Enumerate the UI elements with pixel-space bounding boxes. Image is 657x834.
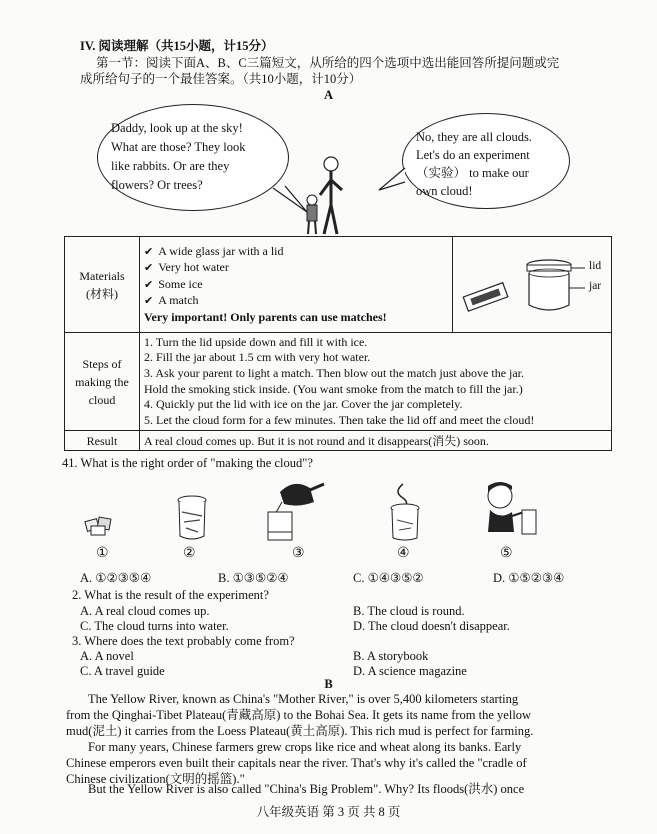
- picture-number: ①: [96, 546, 109, 561]
- smoking-match-picture: [385, 480, 425, 542]
- q41-option-a[interactable]: A. ①②③⑤④: [80, 571, 152, 585]
- step-line: 1. Turn the lid upside down and fill it with ice.: [143, 334, 368, 349]
- q42-option-c[interactable]: C. The cloud turns into water.: [80, 619, 229, 633]
- bubble-left-line: like rabbits. Or are they: [111, 159, 230, 173]
- bubble-right-text: [416, 128, 532, 200]
- materials-header-en: Materials: [79, 268, 125, 283]
- material-item: [144, 260, 448, 277]
- materials-diagram-cell: [453, 237, 612, 333]
- bubble-right-line: No, they are all clouds.: [416, 130, 532, 144]
- q43-option-b[interactable]: B. A storybook: [353, 649, 429, 663]
- steps-row: [65, 333, 612, 431]
- jar-label: jar: [589, 280, 602, 292]
- page-footer: 八年级英语 第 3 页 共 8 页: [256, 805, 401, 819]
- picture-number: ④: [397, 546, 410, 561]
- steps-cell: [139, 333, 611, 431]
- passage-b-label: B: [324, 677, 333, 691]
- steps-header-line: making the: [75, 374, 129, 389]
- material-text: A wide glass jar with a lid: [158, 243, 284, 258]
- pouring-water-picture: [262, 478, 332, 544]
- instruction-line-2: 成所给句子的一个最佳答案。（共10小题，计10分）: [80, 72, 362, 86]
- material-item: [144, 293, 448, 310]
- q42-option-b[interactable]: B. The cloud is round.: [353, 604, 465, 618]
- bubble-left-text: [111, 119, 245, 195]
- paragraph-line: Chinese emperors even built their capitals near the river. That's why it's called the "cradle of: [66, 755, 527, 770]
- check-icon: ✔: [143, 295, 154, 308]
- material-text: Very hot water: [158, 260, 229, 275]
- materials-note: Very important! Only parents can use matches!: [143, 309, 387, 324]
- step-line: 3. Ask your parent to light a match. Then blow out the match just above the jar.: [143, 365, 525, 380]
- ice-cubes-picture: [82, 512, 118, 538]
- material-item: [144, 244, 448, 261]
- q42-option-d[interactable]: D. The cloud doesn't disappear.: [353, 619, 510, 633]
- paragraph-line: mud(泥土) it carries from the Loess Plateau(黄土高原). This rich mud is perfect for farming.: [66, 723, 534, 738]
- material-text: Some ice: [158, 276, 203, 291]
- picture-number: ②: [183, 546, 196, 561]
- q42-stem: 2. What is the result of the experiment?: [72, 588, 269, 602]
- material-item: [144, 277, 448, 294]
- check-icon: ✔: [143, 245, 154, 258]
- picture-number: ③: [292, 546, 305, 561]
- q41-option-c[interactable]: C. ①④③⑤②: [353, 571, 424, 585]
- q41-option-d[interactable]: D. ①⑤②③④: [493, 571, 565, 585]
- jar-and-matchbox-diagram: [457, 243, 607, 323]
- q43-option-d[interactable]: D. A science magazine: [353, 664, 467, 678]
- bubble-tail-right: [375, 160, 415, 200]
- material-text: A match: [158, 293, 199, 308]
- q43-option-c[interactable]: C. A travel guide: [80, 664, 165, 678]
- passage-b-paragraph-1: [66, 692, 586, 739]
- paragraph-line: But the Yellow River is also called "China's Big Problem". Why? Its floods(洪水) once: [88, 782, 525, 796]
- step-line: 5. Let the cloud form for a few minutes. Then take the lid off and meet the cloud!: [143, 412, 535, 427]
- q41-option-b[interactable]: B. ①③⑤②④: [218, 571, 289, 585]
- paragraph-line: Chinese civilization(文明的摇篮).": [66, 771, 245, 786]
- q42-option-a[interactable]: A. A real cloud comes up.: [80, 604, 210, 618]
- bubble-left-line: Daddy, look up at the sky!: [111, 121, 243, 135]
- lid-label: lid: [589, 260, 602, 272]
- steps-header-line: cloud: [88, 392, 116, 407]
- father-child-illustration: [300, 150, 350, 236]
- result-header: Result: [65, 431, 140, 451]
- q43-stem: 3. Where does the text probably come from?: [72, 634, 295, 648]
- passage-a-label: A: [323, 88, 334, 102]
- bubble-left-line: flowers? Or trees?: [111, 178, 203, 192]
- result-row: [65, 431, 612, 451]
- steps-header-line: Steps of: [82, 356, 122, 371]
- materials-header-cn: (材料): [85, 286, 118, 301]
- bubble-right-line: Let's do an experiment: [416, 148, 530, 162]
- q41-stem: 41. What is the right order of "making the cloud"?: [62, 456, 313, 470]
- paragraph-line: from the Qinghai-Tibet Plateau(青藏高原) to the Bohai Sea. It gets its name from the yellow: [66, 707, 532, 722]
- steps-header: [65, 333, 140, 431]
- paragraph-line: For many years, Chinese farmers grew crops like rice and wheat along its banks. Early: [88, 740, 522, 754]
- bubble-left-line: What are those? They look: [111, 140, 246, 154]
- result-text: A real cloud comes up. But it is not round and it disappears(消失) soon.: [139, 431, 611, 451]
- step-line: 4. Quickly put the lid with ice on the jar. Cover the jar completely.: [143, 397, 463, 412]
- passage-b-paragraph-2: [66, 740, 586, 787]
- check-icon: ✔: [143, 262, 154, 275]
- materials-row: [65, 237, 612, 333]
- section-heading: IV. 阅读理解（共15小题，计15分）: [80, 39, 274, 53]
- bubble-right-line: （实验） to make our: [416, 166, 529, 180]
- paragraph-line: The Yellow River, known as China's "Mother River," is over 5,400 kilometers starting: [88, 692, 519, 706]
- jar-with-ice-picture: [172, 492, 212, 542]
- child-with-jar-picture: [478, 480, 540, 542]
- step-line: Hold the smoking stick inside. (You want smoke from the match to fill the jar.): [143, 381, 523, 396]
- q43-option-a[interactable]: A. A novel: [80, 649, 134, 663]
- materials-header: [65, 237, 140, 333]
- passage-b-paragraph-3: [66, 782, 586, 798]
- picture-number: ⑤: [500, 546, 513, 561]
- materials-cell: [139, 237, 452, 333]
- experiment-table: [64, 236, 612, 451]
- step-line: 2. Fill the jar about 1.5 cm with very hot water.: [143, 350, 371, 365]
- instruction-line-1: 第一节：阅读下面A、B、C三篇短文，从所给的四个选项中选出能回答所提问题或完: [96, 56, 560, 70]
- bubble-right-line: own cloud!: [416, 184, 473, 198]
- check-icon: ✔: [143, 278, 154, 291]
